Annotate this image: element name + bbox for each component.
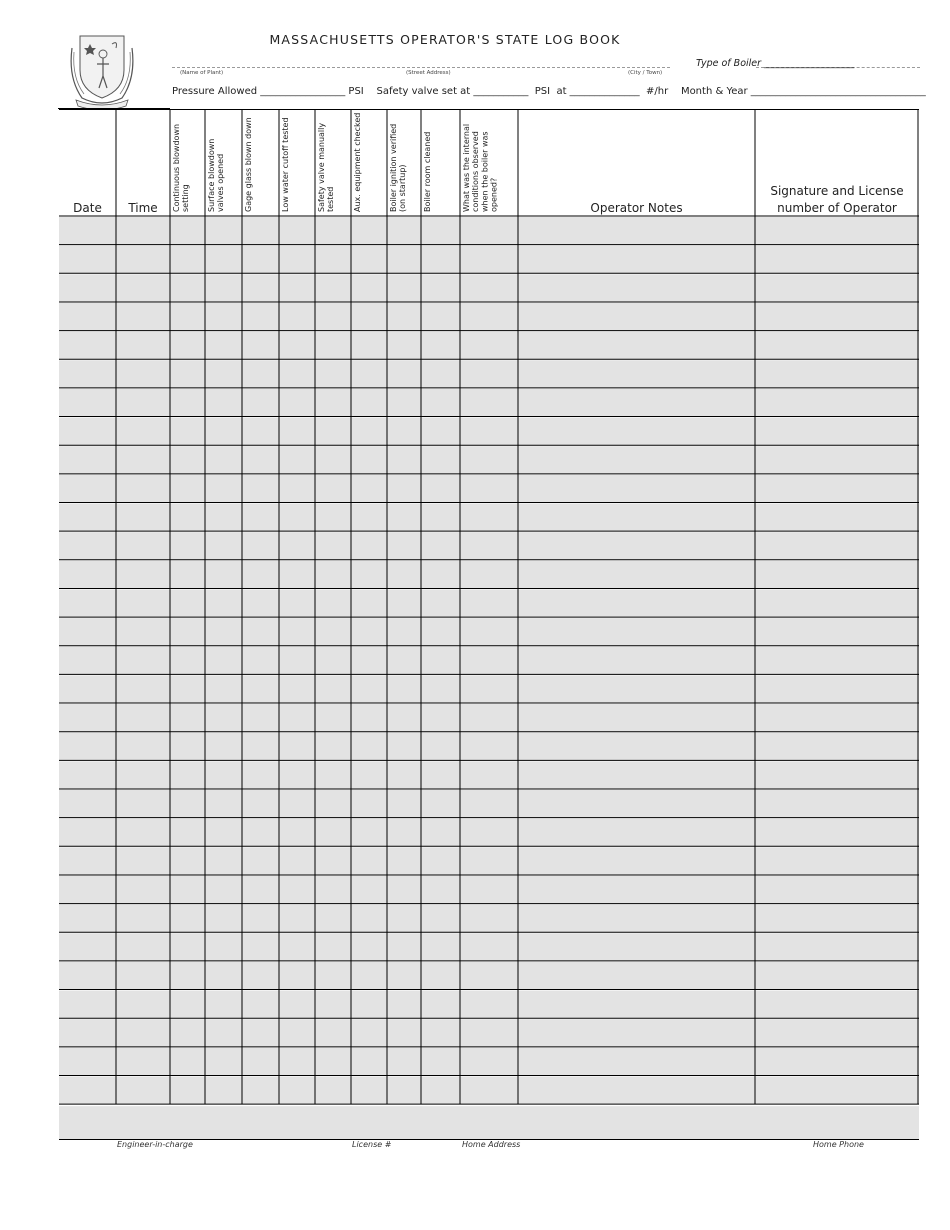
table-row bbox=[59, 790, 919, 818]
table-row bbox=[59, 246, 919, 274]
footer-home-address-label: Home Address bbox=[462, 1140, 521, 1149]
col-header-boiler-ignition-line1: Boiler ignition verified bbox=[389, 123, 398, 212]
table-row bbox=[59, 704, 919, 732]
log-table bbox=[59, 109, 919, 1140]
table-row bbox=[59, 589, 919, 617]
caption-street-address: (Street Address) bbox=[406, 70, 451, 76]
footer-home-phone-label: Home Phone bbox=[813, 1140, 864, 1149]
plant-address-field[interactable] bbox=[172, 67, 670, 68]
col-header-continuous-blowdown-line1: Continuous blowdown bbox=[172, 123, 181, 212]
table-row bbox=[59, 1077, 919, 1105]
col-header-boiler-room-line1: Boiler room cleaned bbox=[423, 131, 432, 212]
table-row bbox=[59, 761, 919, 789]
col-header-internal-conditions-line3: when the boiler was bbox=[480, 131, 490, 212]
col-header-operator-notes: Operator Notes bbox=[590, 201, 683, 215]
table-row bbox=[59, 389, 919, 417]
footer-engineer-label: Engineer-in-charge bbox=[117, 1140, 193, 1149]
table-row bbox=[59, 446, 919, 474]
table-row bbox=[59, 274, 919, 302]
footer-license-label: License # bbox=[352, 1140, 392, 1149]
table-row bbox=[59, 1048, 919, 1076]
table-row bbox=[59, 733, 919, 761]
table-row bbox=[59, 561, 919, 589]
table-row bbox=[59, 962, 919, 990]
table-row bbox=[59, 819, 919, 847]
engineer-band bbox=[59, 1106, 919, 1139]
table-row bbox=[59, 332, 919, 360]
col-header-continuous-blowdown-line2: setting bbox=[181, 184, 191, 212]
table-row bbox=[59, 418, 919, 446]
col-header-gage-glass-line1: Gage glass blown down bbox=[244, 117, 253, 212]
table-row bbox=[59, 504, 919, 532]
col-header-safety-valve-line2: tested bbox=[326, 186, 336, 212]
caption-city-town: (City / Town) bbox=[628, 70, 663, 76]
table-row bbox=[59, 360, 919, 388]
col-header-low-water-line1: Low water cutoff tested bbox=[281, 117, 290, 212]
state-seal-icon bbox=[66, 28, 138, 108]
col-header-safety-valve-line1: Safety valve manually bbox=[317, 122, 326, 212]
col-header-internal-conditions-line2: conditions observed bbox=[471, 131, 481, 212]
col-header-signature-line1: Signature and License bbox=[770, 184, 904, 198]
table-row bbox=[59, 1019, 919, 1047]
table-row bbox=[59, 933, 919, 961]
col-header-aux-equipment-line1: Aux. equipment checked bbox=[353, 112, 362, 212]
col-header-boiler-ignition-line2: (on startup) bbox=[398, 164, 408, 212]
table-row bbox=[59, 647, 919, 675]
table-row bbox=[59, 675, 919, 703]
table-row bbox=[59, 991, 919, 1019]
col-header-date: Date bbox=[73, 201, 102, 215]
col-header-internal-conditions-line1: What was the internal bbox=[462, 123, 471, 212]
pressure-line: Pressure Allowed _________________ PSI Safety valve set at ___________ PSI at ______________ #/hr Month & Year ___________________________________ bbox=[172, 86, 926, 97]
type-of-boiler-label: Type of Boiler ___________________ bbox=[696, 58, 855, 69]
col-header-time: Time bbox=[128, 201, 158, 215]
table-row bbox=[59, 303, 919, 331]
table-row bbox=[59, 847, 919, 875]
table-row bbox=[59, 217, 919, 245]
caption-name-of-plant: (Name of Plant) bbox=[180, 70, 224, 76]
table-row bbox=[59, 532, 919, 560]
table-row bbox=[59, 618, 919, 646]
table-row bbox=[59, 475, 919, 503]
col-header-surface-blowdown-line2: valves opened bbox=[216, 153, 226, 212]
col-header-internal-conditions-line4: opened? bbox=[489, 177, 499, 212]
col-header-surface-blowdown-line1: Surface blowdown bbox=[207, 138, 216, 212]
page-title: MASSACHUSETTS OPERATOR'S STATE LOG BOOK bbox=[269, 32, 621, 47]
table-row bbox=[59, 905, 919, 933]
table-row bbox=[59, 876, 919, 904]
col-header-signature-line2: number of Operator bbox=[777, 201, 897, 215]
